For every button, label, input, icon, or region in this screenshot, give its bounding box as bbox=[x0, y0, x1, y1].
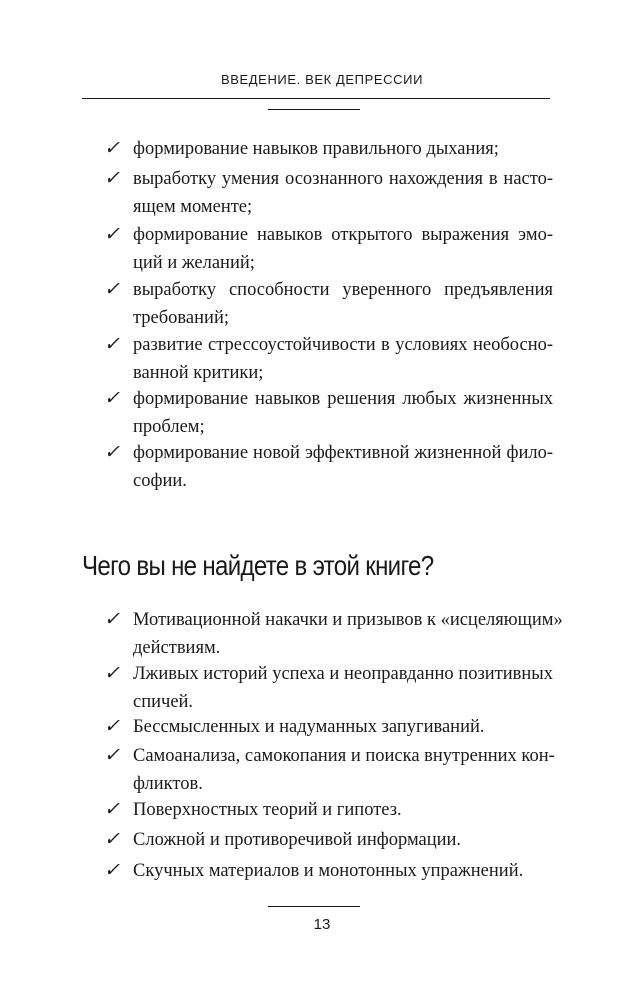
list-item-text: проблем; bbox=[133, 417, 205, 437]
running-head: ВВЕДЕНИЕ. ВЕК ДЕПРЕССИИ bbox=[220, 72, 424, 87]
checkmark-icon: ✓ bbox=[104, 799, 120, 820]
section-heading: Чего вы не найдете в этой книге? bbox=[82, 550, 434, 581]
list-item-text: Самоанализа, самокопания и поиска внутренних кон- bbox=[133, 746, 555, 766]
list-item-text: софии. bbox=[133, 471, 187, 491]
checkmark-icon: ✓ bbox=[104, 138, 120, 159]
list-item-text: выработку умения осознанного нахождения в насто- bbox=[133, 169, 553, 189]
checkmark-icon: ✓ bbox=[104, 829, 120, 850]
list-item-text: Поверхностных теорий и гипотез. bbox=[133, 800, 402, 820]
list-item-text: спичей. bbox=[133, 692, 194, 712]
checkmark-icon: ✓ bbox=[104, 609, 120, 630]
list-item-text: выработку способности уверенного предъявления bbox=[133, 280, 553, 300]
list-item-text: Мотивационной накачки и призывов к «исцеляющим» bbox=[133, 610, 563, 630]
header-short-rule bbox=[268, 109, 360, 110]
list-item-text: Сложной и противоречивой информации. bbox=[133, 830, 462, 850]
checkmark-icon: ✓ bbox=[104, 663, 120, 684]
checkmark-icon: ✓ bbox=[104, 442, 120, 463]
checkmark-icon: ✓ bbox=[104, 388, 120, 409]
list-item-text: Бессмысленных и надуманных запугиваний. bbox=[133, 717, 485, 737]
checkmark-icon: ✓ bbox=[104, 334, 120, 355]
checkmark-icon: ✓ bbox=[104, 279, 120, 300]
checkmark-icon: ✓ bbox=[104, 224, 120, 245]
list-item-text: требований; bbox=[133, 308, 229, 328]
header-rule bbox=[82, 98, 550, 99]
checkmark-icon: ✓ bbox=[104, 745, 120, 766]
list-item-text: формирование новой эффективной жизненной фило- bbox=[133, 443, 553, 463]
checkmark-icon: ✓ bbox=[104, 716, 120, 737]
list-item-text: формирование навыков решения любых жизненных bbox=[133, 389, 553, 409]
checkmark-icon: ✓ bbox=[104, 860, 120, 881]
checkmark-icon: ✓ bbox=[104, 168, 120, 189]
list-item-text: ций и желаний; bbox=[133, 253, 255, 273]
list-item-text: ванной критики; bbox=[133, 363, 264, 383]
page-number: 13 bbox=[313, 916, 331, 933]
list-item-text: фликтов. bbox=[133, 774, 203, 794]
list-item-text: формирование навыков открытого выражения эмо- bbox=[133, 225, 553, 245]
list-item-text: Скучных материалов и монотонных упражнений. bbox=[133, 861, 524, 881]
footer-rule bbox=[268, 906, 360, 907]
list-item-text: ящем моменте; bbox=[133, 197, 253, 217]
list-item-text: развитие стрессоустойчивости в условиях необосно- bbox=[133, 335, 553, 355]
list-item-text: формирование навыков правильного дыхания; bbox=[133, 139, 499, 159]
list-item-text: Лживых историй успеха и неоправданно позитивных bbox=[133, 664, 553, 684]
list-item-text: действиям. bbox=[133, 638, 221, 658]
